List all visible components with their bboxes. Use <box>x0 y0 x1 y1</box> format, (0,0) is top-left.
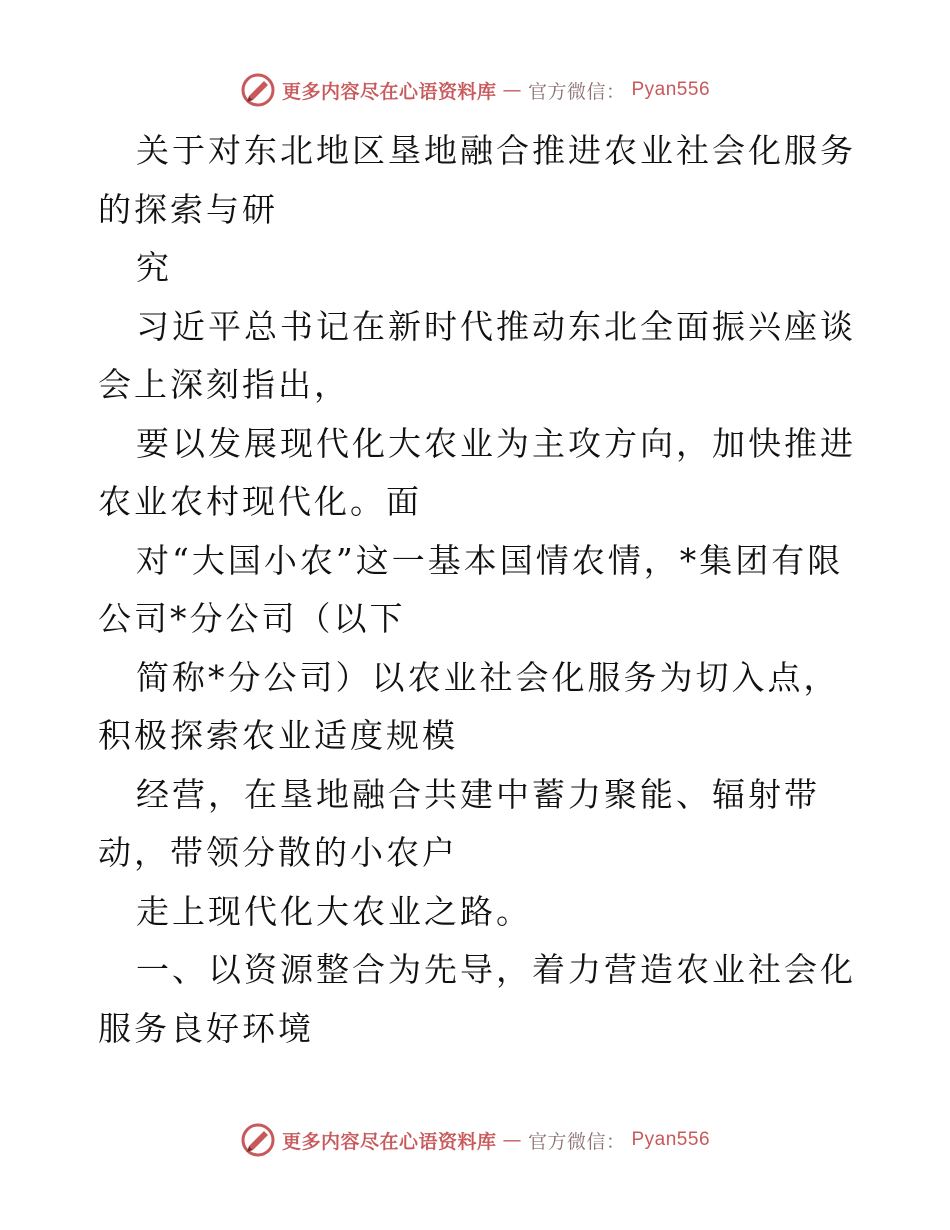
paragraph: 习近平总书记在新时代推动东北全面振兴座谈会上深刻指出， <box>98 306 856 404</box>
brand-logo-icon <box>240 1122 276 1158</box>
brand-logo-icon <box>240 72 276 108</box>
paragraph: 简称*分公司）以农业社会化服务为切入点，积极探索农业适度规模 <box>98 657 840 755</box>
paragraph: 究 <box>136 248 172 287</box>
banner-wechat-id: Pyan556 <box>631 1129 711 1150</box>
paragraph: 走上现代化大农业之路。 <box>136 891 532 931</box>
banner-separator: — <box>502 79 522 101</box>
banner-wechat-label: 官方微信： <box>527 80 626 103</box>
paragraph: 对“大国小农”这一基本国情农情，*集团有限公司*分公司（以下 <box>98 540 844 638</box>
banner-site-name: 更多内容尽在心语资料库 <box>281 80 497 103</box>
banner-site-name: 更多内容尽在心语资料库 <box>281 1130 497 1153</box>
document-title: 关于对东北地区垦地融合推进农业社会化服务的探索与研 <box>98 131 856 229</box>
section-heading: 一、以资源整合为先导，着力营造农业社会化服务良好环境 <box>98 950 856 1048</box>
document-body <box>98 122 858 1058</box>
footer-banner <box>0 1120 950 1160</box>
paragraph: 经营，在垦地融合共建中蓄力聚能、辐射带动，带领分散的小农户 <box>98 774 820 872</box>
paragraph: 要以发展现代化大农业为主攻方向，加快推进农业农村现代化。面 <box>98 423 856 521</box>
banner-wechat-label: 官方微信： <box>527 1130 626 1153</box>
header-banner <box>0 70 950 110</box>
banner-wechat-id: Pyan556 <box>631 79 711 100</box>
banner-separator: — <box>502 1129 522 1151</box>
